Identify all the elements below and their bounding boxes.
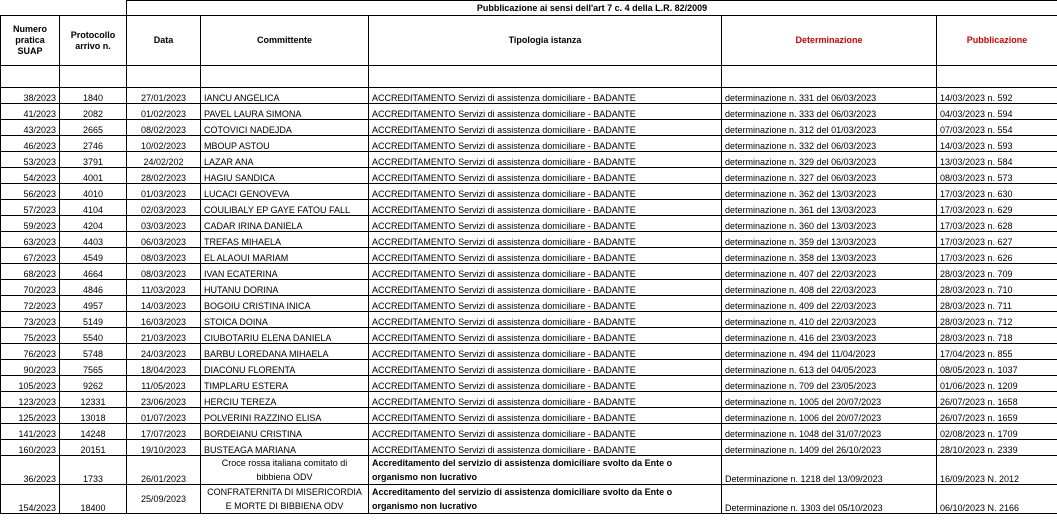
cell-numero: 41/2023 — [1, 104, 60, 120]
cell-protocollo: 3791 — [60, 152, 127, 168]
cell-numero: 72/2023 — [1, 296, 60, 312]
cell-protocollo: 20151 — [60, 440, 127, 456]
cell-determinazione: determinazione n. 494 del 11/04/2023 — [722, 344, 937, 360]
cell-data: 08/03/2023 — [127, 264, 201, 280]
cell-determinazione: determinazione n. 327 del 06/03/2023 — [722, 168, 937, 184]
spacer-row — [1, 66, 1057, 88]
cell-numero: 54/2023 — [1, 168, 60, 184]
cell-determinazione: determinazione n. 331 del 06/03/2023 — [722, 88, 937, 104]
cell-numero: 70/2023 — [1, 280, 60, 296]
cell-numero: 57/2023 — [1, 200, 60, 216]
cell-protocollo: 1733 — [60, 456, 127, 485]
cell-data: 02/03/2023 — [127, 200, 201, 216]
cell-committente: Croce rossa italiana comitato di bibbiena ODV — [201, 456, 369, 485]
cell-determinazione: determinazione n. 361 del 13/03/2023 — [722, 200, 937, 216]
cell-data: 10/02/2023 — [127, 136, 201, 152]
cell-determinazione: determinazione n. 410 del 22/03/2023 — [722, 312, 937, 328]
spacer-cell — [201, 66, 369, 88]
cell-tipologia: ACCREDITAMENTO Servizi di assistenza domiciliare - BADANTE — [369, 440, 722, 456]
cell-tipologia: ACCREDITAMENTO Servizi di assistenza domiciliare - BADANTE — [369, 280, 722, 296]
cell-tipologia: ACCREDITAMENTO Servizi di assistenza domiciliare - BADANTE — [369, 88, 722, 104]
cell-pubblicazione: 26/07/2023 n. 1658 — [937, 392, 1057, 408]
cell-tipologia: ACCREDITAMENTO Servizi di assistenza domiciliare - BADANTE — [369, 200, 722, 216]
cell-committente: TIMPLARU ESTERA — [201, 376, 369, 392]
header-numero: Numero pratica SUAP — [1, 16, 60, 66]
cell-data: 11/05/2023 — [127, 376, 201, 392]
table-row — [1, 344, 1057, 360]
cell-numero: 67/2023 — [1, 248, 60, 264]
cell-protocollo: 4403 — [60, 232, 127, 248]
cell-determinazione: determinazione n. 1409 del 26/10/2023 — [722, 440, 937, 456]
cell-tipologia: ACCREDITAMENTO Servizi di assistenza domiciliare - BADANTE — [369, 328, 722, 344]
cell-tipologia: ACCREDITAMENTO Servizi di assistenza domiciliare - BADANTE — [369, 184, 722, 200]
cell-protocollo: 4001 — [60, 168, 127, 184]
table-row — [1, 424, 1057, 440]
cell-pubblicazione: 14/03/2023 n. 593 — [937, 136, 1057, 152]
table-row — [1, 184, 1057, 200]
table-row — [1, 392, 1057, 408]
cell-data: 06/03/2023 — [127, 232, 201, 248]
cell-data: 01/07/2023 — [127, 408, 201, 424]
title-blank-cell — [1, 1, 127, 16]
table-row — [1, 312, 1057, 328]
table-row — [1, 232, 1057, 248]
cell-pubblicazione: 28/03/2023 n. 712 — [937, 312, 1057, 328]
cell-tipologia: ACCREDITAMENTO Servizi di assistenza domiciliare - BADANTE — [369, 408, 722, 424]
spacer-cell — [127, 66, 201, 88]
cell-tipologia: Accreditamento del servizio di assistenza domiciliare svolto da Ente o organismo non lucrativo — [369, 456, 722, 485]
cell-pubblicazione: 28/03/2023 n. 711 — [937, 296, 1057, 312]
cell-committente: LUCACI GENOVEVA — [201, 184, 369, 200]
cell-committente: CADAR IRINA DANIELA — [201, 216, 369, 232]
cell-protocollo: 13018 — [60, 408, 127, 424]
table-row — [1, 152, 1057, 168]
cell-numero: 123/2023 — [1, 392, 60, 408]
cell-protocollo: 5149 — [60, 312, 127, 328]
table-row — [1, 360, 1057, 376]
cell-data: 17/07/2023 — [127, 424, 201, 440]
cell-committente: BORDEIANU CRISTINA — [201, 424, 369, 440]
cell-tipologia: Accreditamento del servizio di assistenza domiciliare svolto da Ente o organismo non lucrativo — [369, 485, 722, 514]
cell-committente: IANCU ANGELICA — [201, 88, 369, 104]
cell-protocollo: 14248 — [60, 424, 127, 440]
cell-pubblicazione: 26/07/2023 n. 1659 — [937, 408, 1057, 424]
cell-data: 19/10/2023 — [127, 440, 201, 456]
cell-tipologia: ACCREDITAMENTO Servizi di assistenza domiciliare - BADANTE — [369, 248, 722, 264]
cell-pubblicazione: 17/03/2023 n. 626 — [937, 248, 1057, 264]
cell-protocollo: 4846 — [60, 280, 127, 296]
cell-determinazione: determinazione n. 409 del 22/03/2023 — [722, 296, 937, 312]
cell-committente: LAZAR ANA — [201, 152, 369, 168]
cell-pubblicazione: 08/03/2023 n. 573 — [937, 168, 1057, 184]
table-row — [1, 440, 1057, 456]
cell-protocollo: 2665 — [60, 120, 127, 136]
spacer-cell — [937, 66, 1057, 88]
cell-committente: COULIBALY EP GAYE FATOU FALL — [201, 200, 369, 216]
cell-determinazione: determinazione n. 1005 del 20/07/2023 — [722, 392, 937, 408]
table-row — [1, 485, 1057, 514]
cell-determinazione: determinazione n. 333 del 06/03/2023 — [722, 104, 937, 120]
cell-numero: 53/2023 — [1, 152, 60, 168]
cell-protocollo: 7565 — [60, 360, 127, 376]
table-row — [1, 376, 1057, 392]
cell-determinazione: determinazione n. 358 del 13/03/2023 — [722, 248, 937, 264]
spacer-cell — [60, 66, 127, 88]
table-row — [1, 264, 1057, 280]
cell-determinazione: Determinazione n. 1303 del 05/10/2023 — [722, 485, 937, 514]
cell-determinazione: determinazione n. 416 del 23/03/2023 — [722, 328, 937, 344]
cell-data: 28/02/2023 — [127, 168, 201, 184]
cell-pubblicazione: 13/03/2023 n. 584 — [937, 152, 1057, 168]
cell-determinazione: determinazione n. 1048 del 31/07/2023 — [722, 424, 937, 440]
cell-data: 18/04/2023 — [127, 360, 201, 376]
cell-pubblicazione: 17/03/2023 n. 629 — [937, 200, 1057, 216]
cell-tipologia: ACCREDITAMENTO Servizi di assistenza domiciliare - BADANTE — [369, 264, 722, 280]
cell-committente: HAGIU SANDICA — [201, 168, 369, 184]
cell-protocollo: 5540 — [60, 328, 127, 344]
header-data: Data — [127, 16, 201, 66]
cell-pubblicazione: 02/08/2023 n. 1709 — [937, 424, 1057, 440]
cell-committente: IVAN ECATERINA — [201, 264, 369, 280]
cell-pubblicazione: 17/03/2023 n. 627 — [937, 232, 1057, 248]
cell-determinazione: determinazione n. 359 del 13/03/2023 — [722, 232, 937, 248]
header-pubblicazione: Pubblicazione — [937, 16, 1057, 66]
cell-data: 16/03/2023 — [127, 312, 201, 328]
cell-committente: DIACONU FLORENTA — [201, 360, 369, 376]
cell-tipologia: ACCREDITAMENTO Servizi di assistenza domiciliare - BADANTE — [369, 376, 722, 392]
cell-data: 11/03/2023 — [127, 280, 201, 296]
header-protocollo: Protocollo arrivo n. — [60, 16, 127, 66]
cell-pubblicazione: 28/03/2023 n. 709 — [937, 264, 1057, 280]
cell-numero: 75/2023 — [1, 328, 60, 344]
cell-data: 25/09/2023 — [127, 485, 201, 514]
cell-data: 24/03/2023 — [127, 344, 201, 360]
table-row — [1, 408, 1057, 424]
cell-data: 21/03/2023 — [127, 328, 201, 344]
cell-protocollo: 1840 — [60, 88, 127, 104]
cell-protocollo: 2082 — [60, 104, 127, 120]
cell-pubblicazione: 07/03/2023 n. 554 — [937, 120, 1057, 136]
spacer-cell — [722, 66, 937, 88]
table-row — [1, 456, 1057, 485]
cell-committente: MBOUP ASTOU — [201, 136, 369, 152]
table-row — [1, 120, 1057, 136]
cell-data: 27/01/2023 — [127, 88, 201, 104]
header-tipologia: Tipologia istanza — [369, 16, 722, 66]
cell-tipologia: ACCREDITAMENTO Servizi di assistenza domiciliare - BADANTE — [369, 136, 722, 152]
cell-committente: EL ALAOUI MARIAM — [201, 248, 369, 264]
cell-committente: BOGOIU CRISTINA INICA — [201, 296, 369, 312]
cell-determinazione: determinazione n. 709 del 23/05/2023 — [722, 376, 937, 392]
cell-pubblicazione: 28/03/2023 n. 718 — [937, 328, 1057, 344]
cell-tipologia: ACCREDITAMENTO Servizi di assistenza domiciliare - BADANTE — [369, 392, 722, 408]
cell-data: 01/03/2023 — [127, 184, 201, 200]
table-row — [1, 280, 1057, 296]
cell-numero: 36/2023 — [1, 456, 60, 485]
spacer-cell — [1, 66, 60, 88]
cell-committente: BUSTEAGA MARIANA — [201, 440, 369, 456]
cell-determinazione: determinazione n. 408 del 22/03/2023 — [722, 280, 937, 296]
cell-protocollo: 4204 — [60, 216, 127, 232]
cell-tipologia: ACCREDITAMENTO Servizi di assistenza domiciliare - BADANTE — [369, 216, 722, 232]
cell-committente: COTOVICI NADEJDA — [201, 120, 369, 136]
table-row — [1, 216, 1057, 232]
cell-data: 26/01/2023 — [127, 456, 201, 485]
header-determinazione: Determinazione — [722, 16, 937, 66]
table-row — [1, 168, 1057, 184]
cell-pubblicazione: 28/10/2023 n. 2339 — [937, 440, 1057, 456]
table-row — [1, 104, 1057, 120]
cell-pubblicazione: 01/06/2023 n. 1209 — [937, 376, 1057, 392]
table-row — [1, 200, 1057, 216]
cell-tipologia: ACCREDITAMENTO Servizi di assistenza domiciliare - BADANTE — [369, 120, 722, 136]
cell-committente: CIUBOTARIU ELENA DANIELA — [201, 328, 369, 344]
header-row — [1, 16, 1057, 66]
cell-pubblicazione: 06/10/2023 N. 2166 — [937, 485, 1057, 514]
cell-determinazione: determinazione n. 613 del 04/05/2023 — [722, 360, 937, 376]
cell-numero: 68/2023 — [1, 264, 60, 280]
cell-committente: HUTANU DORINA — [201, 280, 369, 296]
cell-numero: 73/2023 — [1, 312, 60, 328]
cell-numero: 63/2023 — [1, 232, 60, 248]
spacer-cell — [369, 66, 722, 88]
cell-committente: BARBU LOREDANA MIHAELA — [201, 344, 369, 360]
cell-numero: 141/2023 — [1, 424, 60, 440]
cell-committente: POLVERINI RAZZINO ELISA — [201, 408, 369, 424]
cell-numero: 38/2023 — [1, 88, 60, 104]
cell-protocollo: 5748 — [60, 344, 127, 360]
cell-data: 14/03/2023 — [127, 296, 201, 312]
cell-tipologia: ACCREDITAMENTO Servizi di assistenza domiciliare - BADANTE — [369, 168, 722, 184]
table-row — [1, 328, 1057, 344]
cell-data: 23/06/2023 — [127, 392, 201, 408]
cell-pubblicazione: 17/04/2023 n. 855 — [937, 344, 1057, 360]
cell-pubblicazione: 17/03/2023 n. 630 — [937, 184, 1057, 200]
cell-data: 03/03/2023 — [127, 216, 201, 232]
cell-tipologia: ACCREDITAMENTO Servizi di assistenza domiciliare - BADANTE — [369, 296, 722, 312]
cell-tipologia: ACCREDITAMENTO Servizi di assistenza domiciliare - BADANTE — [369, 232, 722, 248]
header-committente: Committente — [201, 16, 369, 66]
cell-protocollo: 2746 — [60, 136, 127, 152]
cell-numero: 105/2023 — [1, 376, 60, 392]
cell-committente: CONFRATERNITA DI MISERICORDIA E MORTE DI BIBBIENA ODV — [201, 485, 369, 514]
cell-protocollo: 4957 — [60, 296, 127, 312]
table-title: Pubblicazione ai sensi dell'art 7 c. 4 della L.R. 82/2009 — [127, 1, 1057, 16]
cell-data: 08/03/2023 — [127, 248, 201, 264]
cell-numero: 160/2023 — [1, 440, 60, 456]
cell-pubblicazione: 08/05/2023 n. 1037 — [937, 360, 1057, 376]
cell-protocollo: 4104 — [60, 200, 127, 216]
table-row — [1, 88, 1057, 104]
cell-committente: TREFAS MIHAELA — [201, 232, 369, 248]
cell-protocollo: 4664 — [60, 264, 127, 280]
cell-protocollo: 9262 — [60, 376, 127, 392]
cell-determinazione: determinazione n. 360 del 13/03/2023 — [722, 216, 937, 232]
cell-protocollo: 12331 — [60, 392, 127, 408]
cell-determinazione: determinazione n. 332 del 06/03/2023 — [722, 136, 937, 152]
cell-tipologia: ACCREDITAMENTO Servizi di assistenza domiciliare - BADANTE — [369, 104, 722, 120]
cell-numero: 56/2023 — [1, 184, 60, 200]
cell-data: 08/02/2023 — [127, 120, 201, 136]
table-row — [1, 296, 1057, 312]
cell-protocollo: 4549 — [60, 248, 127, 264]
cell-pubblicazione: 28/03/2023 n. 710 — [937, 280, 1057, 296]
cell-protocollo: 18400 — [60, 485, 127, 514]
cell-pubblicazione: 16/09/2023 N. 2012 — [937, 456, 1057, 485]
cell-determinazione: Determinazione n. 1218 del 13/09/2023 — [722, 456, 937, 485]
cell-data: 24/02/202 — [127, 152, 201, 168]
cell-numero: 76/2023 — [1, 344, 60, 360]
cell-determinazione: determinazione n. 1006 del 20/07/2023 — [722, 408, 937, 424]
cell-protocollo: 4010 — [60, 184, 127, 200]
cell-numero: 154/2023 — [1, 485, 60, 514]
cell-tipologia: ACCREDITAMENTO Servizi di assistenza domiciliare - BADANTE — [369, 312, 722, 328]
cell-committente: PAVEL LAURA SIMONA — [201, 104, 369, 120]
cell-tipologia: ACCREDITAMENTO Servizi di assistenza domiciliare - BADANTE — [369, 360, 722, 376]
cell-tipologia: ACCREDITAMENTO Servizi di assistenza domiciliare - BADANTE — [369, 424, 722, 440]
cell-numero: 90/2023 — [1, 360, 60, 376]
cell-pubblicazione: 14/03/2023 n. 592 — [937, 88, 1057, 104]
table-row — [1, 248, 1057, 264]
cell-data: 01/02/2023 — [127, 104, 201, 120]
cell-determinazione: determinazione n. 407 del 22/03/2023 — [722, 264, 937, 280]
table-row — [1, 136, 1057, 152]
cell-tipologia: ACCREDITAMENTO Servizi di assistenza domiciliare - BADANTE — [369, 152, 722, 168]
cell-pubblicazione: 17/03/2023 n. 628 — [937, 216, 1057, 232]
cell-determinazione: determinazione n. 329 del 06/03/2023 — [722, 152, 937, 168]
cell-tipologia: ACCREDITAMENTO Servizi di assistenza domiciliare - BADANTE — [369, 344, 722, 360]
cell-numero: 43/2023 — [1, 120, 60, 136]
cell-committente: HERCIU TEREZA — [201, 392, 369, 408]
cell-numero: 46/2023 — [1, 136, 60, 152]
cell-determinazione: determinazione n. 362 del 13/03/2023 — [722, 184, 937, 200]
cell-committente: STOICA DOINA — [201, 312, 369, 328]
cell-determinazione: determinazione n. 312 del 01/03/2023 — [722, 120, 937, 136]
cell-numero: 59/2023 — [1, 216, 60, 232]
cell-pubblicazione: 04/03/2023 n. 594 — [937, 104, 1057, 120]
cell-numero: 125/2023 — [1, 408, 60, 424]
